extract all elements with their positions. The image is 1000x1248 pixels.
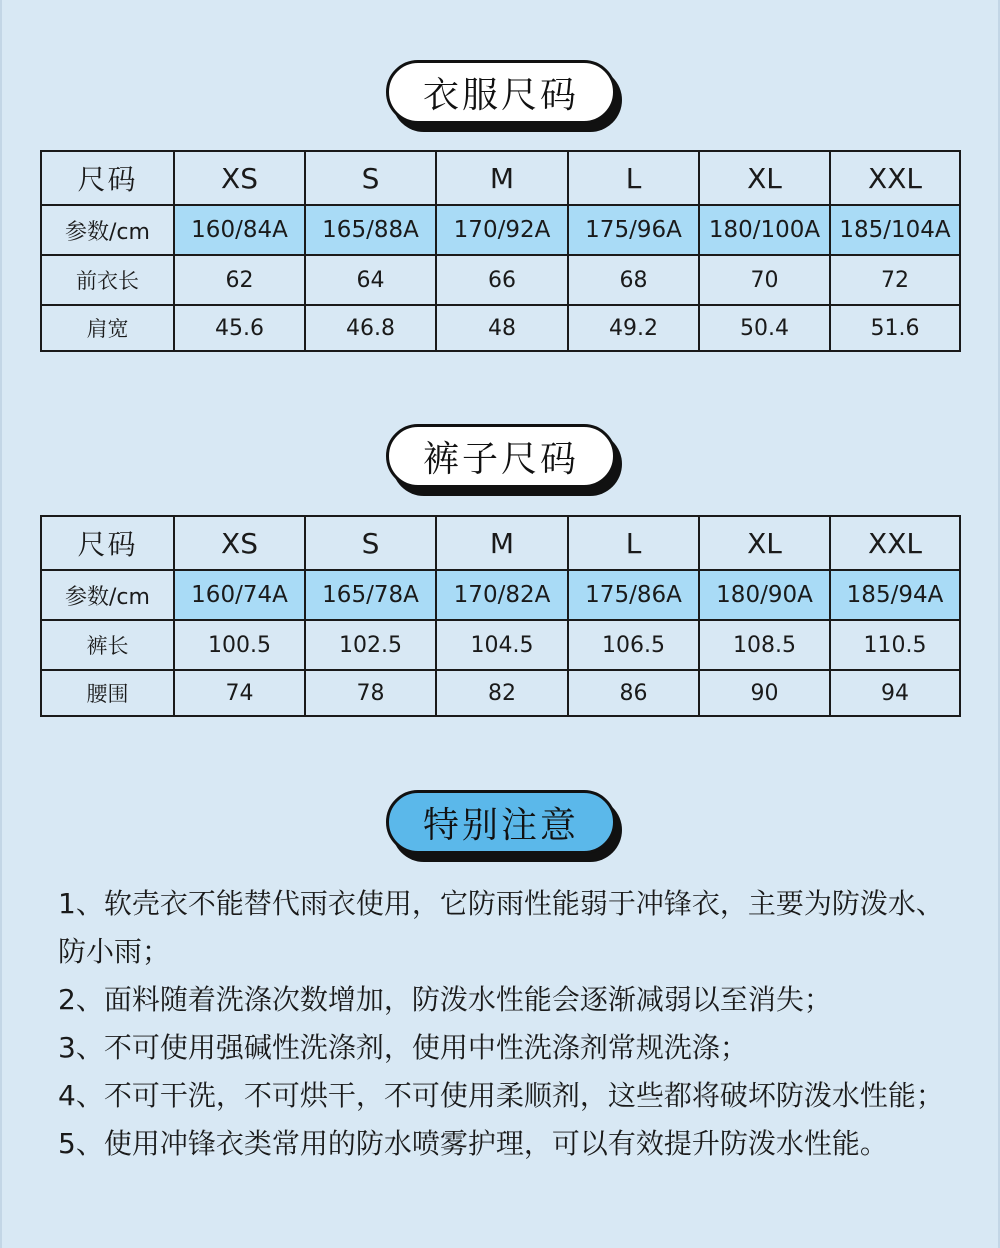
param-cell: 180/90A: [699, 570, 830, 620]
clothes-size-table: [40, 150, 961, 352]
table-cell: 94: [830, 670, 960, 716]
param-cell: 185/94A: [830, 570, 960, 620]
header-cell-m: M: [436, 516, 568, 570]
table-cell: 64: [305, 255, 436, 305]
table-cell: 72: [830, 255, 960, 305]
header-cell-xxl: XXL: [830, 151, 960, 205]
table-header-row: [41, 151, 960, 205]
table-row: [41, 305, 960, 351]
table-cell: 48: [436, 305, 568, 351]
param-cell: 160/74A: [174, 570, 305, 620]
header-cell-xs: XS: [174, 516, 305, 570]
row-label: 裤长: [41, 620, 174, 670]
header-cell-size: 尺码: [41, 151, 174, 205]
header-cell-s: S: [305, 516, 436, 570]
notice-list: [58, 880, 968, 1168]
table-cell: 106.5: [568, 620, 699, 670]
table-cell: 90: [699, 670, 830, 716]
notice-item: 2、面料随着洗涤次数增加，防泼水性能会逐渐减弱以至消失；: [58, 983, 832, 1016]
param-row: [41, 205, 960, 255]
table-cell: 86: [568, 670, 699, 716]
pants-size-header: [386, 424, 622, 496]
pants-size-title: 裤子尺码: [386, 424, 616, 488]
row-label: 前衣长: [41, 255, 174, 305]
table-cell: 50.4: [699, 305, 830, 351]
header-cell-m: M: [436, 151, 568, 205]
notice-item: 1、软壳衣不能替代雨衣使用，它防雨性能弱于冲锋衣，主要为防泼水、防小雨；: [58, 887, 944, 968]
header-cell-xxl: XXL: [830, 516, 960, 570]
notice-title: 特别注意: [386, 790, 616, 854]
table-cell: 100.5: [174, 620, 305, 670]
table-cell: 108.5: [699, 620, 830, 670]
header-cell-size: 尺码: [41, 516, 174, 570]
table-cell: 110.5: [830, 620, 960, 670]
row-label: 肩宽: [41, 305, 174, 351]
param-label: 参数/cm: [41, 570, 174, 620]
param-row: [41, 570, 960, 620]
notice-item: 4、不可干洗，不可烘干，不可使用柔顺剂，这些都将破坏防泼水性能；: [58, 1079, 944, 1112]
notice-header: [386, 790, 622, 862]
table-cell: 78: [305, 670, 436, 716]
param-cell: 170/82A: [436, 570, 568, 620]
header-cell-l: L: [568, 516, 699, 570]
pants-size-table: [40, 515, 961, 717]
notice-item: 5、使用冲锋衣类常用的防水喷雾护理，可以有效提升防泼水性能。: [58, 1127, 888, 1160]
param-cell: 165/88A: [305, 205, 436, 255]
table-row: [41, 620, 960, 670]
table-cell: 82: [436, 670, 568, 716]
param-label: 参数/cm: [41, 205, 174, 255]
table-row: [41, 255, 960, 305]
header-cell-l: L: [568, 151, 699, 205]
table-cell: 102.5: [305, 620, 436, 670]
table-cell: 70: [699, 255, 830, 305]
table-cell: 66: [436, 255, 568, 305]
clothes-size-title: 衣服尺码: [386, 60, 616, 124]
clothes-size-header: [386, 60, 622, 132]
param-cell: 170/92A: [436, 205, 568, 255]
table-row: [41, 670, 960, 716]
param-cell: 180/100A: [699, 205, 830, 255]
param-cell: 160/84A: [174, 205, 305, 255]
header-cell-xl: XL: [699, 516, 830, 570]
table-cell: 74: [174, 670, 305, 716]
table-cell: 45.6: [174, 305, 305, 351]
param-cell: 175/86A: [568, 570, 699, 620]
table-cell: 62: [174, 255, 305, 305]
table-cell: 51.6: [830, 305, 960, 351]
table-cell: 104.5: [436, 620, 568, 670]
notice-item: 3、不可使用强碱性洗涤剂，使用中性洗涤剂常规洗涤；: [58, 1031, 748, 1064]
table-cell: 46.8: [305, 305, 436, 351]
table-cell: 68: [568, 255, 699, 305]
param-cell: 185/104A: [830, 205, 960, 255]
table-cell: 49.2: [568, 305, 699, 351]
header-cell-xl: XL: [699, 151, 830, 205]
header-cell-xs: XS: [174, 151, 305, 205]
param-cell: 165/78A: [305, 570, 436, 620]
header-cell-s: S: [305, 151, 436, 205]
table-header-row: [41, 516, 960, 570]
row-label: 腰围: [41, 670, 174, 716]
param-cell: 175/96A: [568, 205, 699, 255]
